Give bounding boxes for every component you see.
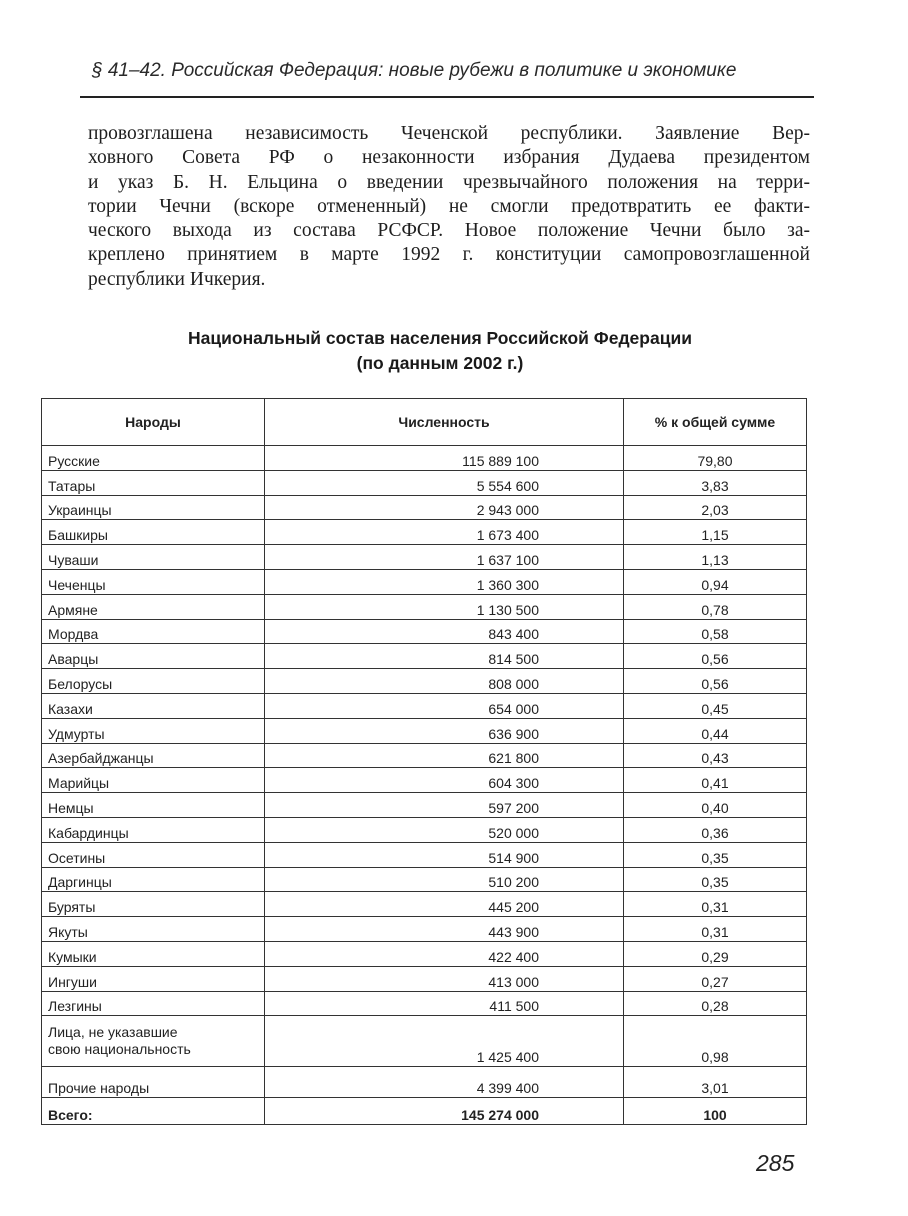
cell-count: 1 637 100: [265, 545, 624, 570]
cell-count: 1 130 500: [265, 594, 624, 619]
table-row: [42, 793, 807, 818]
cell-count: 1 360 300: [265, 569, 624, 594]
table-title: [40, 326, 840, 376]
cell-count: 1 673 400: [265, 520, 624, 545]
cell-name: [42, 1016, 265, 1067]
cell-name: Кабардинцы: [42, 817, 265, 842]
table-row: [42, 1016, 807, 1067]
cell-count: 115 889 100: [265, 446, 624, 471]
cell-name: Ингуши: [42, 966, 265, 991]
cell-count: 808 000: [265, 669, 624, 694]
cell-percent: 1,15: [624, 520, 807, 545]
cell-name: Даргинцы: [42, 867, 265, 892]
cell-name: Белорусы: [42, 669, 265, 694]
table-row: [42, 817, 807, 842]
cell-count: 814 500: [265, 644, 624, 669]
text-line: республики Ичкерия.: [88, 268, 266, 290]
cell-name: Осетины: [42, 842, 265, 867]
cell-name: Удмурты: [42, 718, 265, 743]
table-row: [42, 520, 807, 545]
table-row: [42, 1067, 807, 1098]
text-line: ховного Совета РФ о незаконности избрания Дудаева президентом: [88, 147, 810, 169]
total-label: Всего:: [42, 1098, 265, 1125]
table-row: [42, 768, 807, 793]
cell-name: Чуваши: [42, 545, 265, 570]
table-row: [42, 545, 807, 570]
text-line: провозглашена независимость Чеченской республики. Заявление Вер-: [88, 123, 810, 144]
table-header-row: [42, 399, 807, 446]
cell-name: Татары: [42, 470, 265, 495]
cell-percent: 0,78: [624, 594, 807, 619]
cell-percent: 0,98: [624, 1016, 807, 1067]
table-row: [42, 495, 807, 520]
cell-percent: 0,35: [624, 842, 807, 867]
cell-name: Казахи: [42, 693, 265, 718]
population-table: [41, 398, 807, 1125]
table-row: [42, 892, 807, 917]
cell-percent: 0,58: [624, 619, 807, 644]
cell-count: 413 000: [265, 966, 624, 991]
cell-count: 597 200: [265, 793, 624, 818]
cell-percent: 0,29: [624, 941, 807, 966]
cell-name: Прочие народы: [42, 1067, 265, 1098]
cell-name-line1: Лица, не указавшие: [48, 1024, 178, 1041]
cell-percent: 79,80: [624, 446, 807, 471]
cell-name: Украинцы: [42, 495, 265, 520]
table-row: [42, 842, 807, 867]
cell-count: 445 200: [265, 892, 624, 917]
text-line: ческого выхода из состава РСФСР. Новое положение Чечни было за-: [88, 220, 810, 242]
cell-name: Азербайджанцы: [42, 743, 265, 768]
running-head: § 41–42. Российская Федерация: новые рубежи в политике и экономике: [92, 60, 737, 81]
table-row: [42, 743, 807, 768]
column-header-peoples: Народы: [42, 399, 265, 446]
cell-count: 654 000: [265, 693, 624, 718]
cell-percent: 0,94: [624, 569, 807, 594]
header-rule: [80, 96, 814, 98]
cell-name: Кумыки: [42, 941, 265, 966]
cell-count: 843 400: [265, 619, 624, 644]
table-row: [42, 669, 807, 694]
body-paragraph: [88, 122, 810, 292]
column-header-percent: % к общей сумме: [624, 399, 807, 446]
cell-percent: 0,35: [624, 867, 807, 892]
table-row: [42, 917, 807, 942]
cell-name: Якуты: [42, 917, 265, 942]
table-row: [42, 470, 807, 495]
cell-name: Армяне: [42, 594, 265, 619]
cell-percent: 0,36: [624, 817, 807, 842]
cell-name: Русские: [42, 446, 265, 471]
table-row: [42, 991, 807, 1016]
table-row: [42, 594, 807, 619]
cell-count: 5 554 600: [265, 470, 624, 495]
text-line: и указ Б. Н. Ельцина о введении чрезвычайного положения на терри-: [88, 171, 810, 193]
cell-count: 510 200: [265, 867, 624, 892]
cell-name: Немцы: [42, 793, 265, 818]
cell-percent: 2,03: [624, 495, 807, 520]
page-number: 285: [756, 1150, 795, 1176]
cell-count: 4 399 400: [265, 1067, 624, 1098]
cell-name: Марийцы: [42, 768, 265, 793]
text-line: креплено принятием в марте 1992 г. конституции самопровозглашенной: [88, 244, 810, 266]
table-row: [42, 569, 807, 594]
cell-count: 636 900: [265, 718, 624, 743]
cell-percent: 0,40: [624, 793, 807, 818]
cell-percent: 3,01: [624, 1067, 807, 1098]
text-line: тории Чечни (вскоре отмененный) не смогли предотвратить ее факти-: [88, 195, 810, 217]
cell-percent: 0,28: [624, 991, 807, 1016]
cell-count: 1 425 400: [265, 1016, 624, 1067]
table-row: [42, 718, 807, 743]
table-row: [42, 644, 807, 669]
cell-name: Аварцы: [42, 644, 265, 669]
cell-name: Чеченцы: [42, 569, 265, 594]
cell-count: 411 500: [265, 991, 624, 1016]
cell-percent: 0,44: [624, 718, 807, 743]
cell-percent: 0,27: [624, 966, 807, 991]
cell-percent: 0,45: [624, 693, 807, 718]
cell-percent: 0,43: [624, 743, 807, 768]
cell-name: Мордва: [42, 619, 265, 644]
total-count: 145 274 000: [265, 1098, 624, 1125]
table-row: [42, 446, 807, 471]
table-row: [42, 867, 807, 892]
cell-count: 604 300: [265, 768, 624, 793]
cell-count: 443 900: [265, 917, 624, 942]
cell-percent: 1,13: [624, 545, 807, 570]
cell-count: 621 800: [265, 743, 624, 768]
cell-percent: 0,31: [624, 917, 807, 942]
cell-count: 514 900: [265, 842, 624, 867]
cell-count: 2 943 000: [265, 495, 624, 520]
cell-percent: 0,31: [624, 892, 807, 917]
cell-count: 520 000: [265, 817, 624, 842]
cell-name: Башкиры: [42, 520, 265, 545]
table-row: [42, 966, 807, 991]
table-row: [42, 941, 807, 966]
cell-percent: 0,56: [624, 669, 807, 694]
table-row: [42, 619, 807, 644]
cell-percent: 0,41: [624, 768, 807, 793]
table-total-row: [42, 1098, 807, 1125]
cell-percent: 3,83: [624, 470, 807, 495]
table-row: [42, 693, 807, 718]
cell-percent: 0,56: [624, 644, 807, 669]
total-percent: 100: [624, 1098, 807, 1125]
column-header-count: Численность: [265, 399, 624, 446]
table-title-line1: Национальный состав населения Российской Федерации: [188, 328, 692, 348]
table-title-line2: (по данным 2002 г.): [356, 353, 524, 373]
cell-name: Лезгины: [42, 991, 265, 1016]
cell-name: Буряты: [42, 892, 265, 917]
cell-count: 422 400: [265, 941, 624, 966]
cell-name-line2: свою национальность: [48, 1041, 191, 1058]
